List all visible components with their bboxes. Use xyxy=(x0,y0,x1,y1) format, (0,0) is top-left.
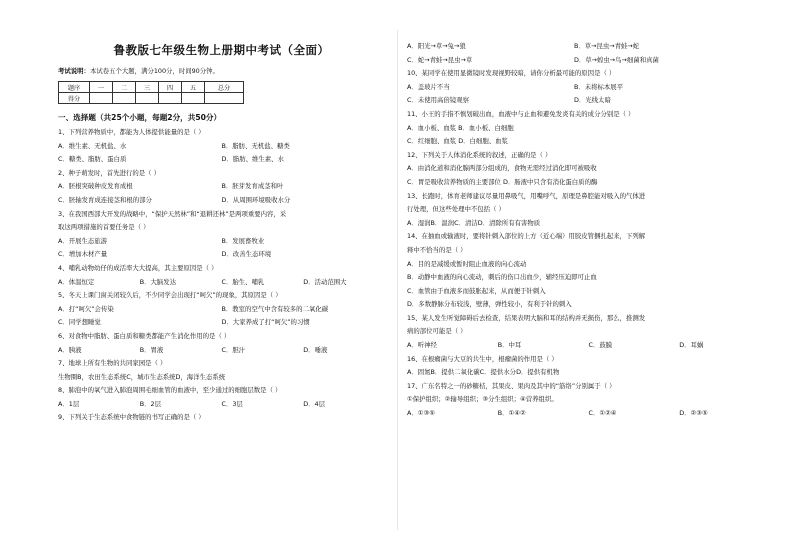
notice-text: 本试卷五个大题，满分100分，时间90分钟。 xyxy=(89,67,219,75)
score-cell: 总分 xyxy=(205,82,244,93)
question-line: 8、肺泡中的氧气进入肺泡周围毛细血管的血液中，至少通过的细胞层数是（ ） xyxy=(58,386,282,395)
left-question-list xyxy=(58,128,385,422)
answer-options xyxy=(407,56,770,65)
answer-option[interactable]: C．增加木材产量 xyxy=(58,250,108,259)
question-line: 4、哺乳动物幼仔的成活率大大提高，其主要原因是（ ） xyxy=(58,263,218,272)
question-line: 11、小王的手指不慎划破出血，血液中与止血和避免发炎有关的成分分别是（ ） xyxy=(407,109,635,118)
score-cell: 二 xyxy=(113,82,136,93)
score-cell: 一 xyxy=(90,82,113,93)
answer-options xyxy=(58,155,385,164)
answer-option[interactable]: C．胚轴发育成连接茎和根的部分 xyxy=(58,195,152,204)
answer-option[interactable]: A．体温恒定 xyxy=(58,277,95,286)
answer-option[interactable]: B．胃液 xyxy=(139,345,164,354)
score-table-score-row xyxy=(59,93,244,104)
answer-options xyxy=(58,182,385,191)
right-column xyxy=(397,0,794,550)
answer-options xyxy=(58,196,385,205)
score-cell[interactable] xyxy=(90,93,113,104)
question-line: 3、在我国西部大开发的战略中，“保护天然林”和“退耕还林”是两项重要内容，采 xyxy=(58,209,287,218)
answer-option[interactable]: C．鼓膜 xyxy=(588,341,613,350)
answer-option[interactable]: B．教室的空气中含有较多的二氧化碳 xyxy=(221,304,329,313)
answer-options xyxy=(407,42,770,51)
answer-options xyxy=(58,305,385,314)
answer-option[interactable]: B．中耳 xyxy=(497,341,522,350)
answer-options xyxy=(58,400,385,409)
score-cell: 四 xyxy=(159,82,182,93)
answer-option[interactable]: B．未将标本展平 xyxy=(573,82,624,91)
answer-options xyxy=(58,142,385,151)
question-line: 释中不恰当的是（ ） xyxy=(407,245,467,254)
answer-option[interactable]: A．阳光→草→兔→狼 xyxy=(407,42,466,50)
answer-option[interactable]: D．唾液 xyxy=(303,345,328,354)
answer-option[interactable]: B．草→昆虫→青蛙→蛇 xyxy=(573,42,640,50)
exam-title: 鲁教版七年级生物上册期中考试（全面） xyxy=(113,43,330,57)
answer-option[interactable]: D．光线太暗 xyxy=(573,96,611,105)
score-cell[interactable] xyxy=(136,93,159,104)
notice-label: 考试说明： xyxy=(58,67,90,75)
answer-option[interactable]: D．草→蝗虫→鸟→细菌和真菌 xyxy=(573,55,659,64)
answer-option[interactable]: D．4层 xyxy=(303,399,326,408)
score-cell: 三 xyxy=(136,82,159,93)
score-cell: 得分 xyxy=(59,93,90,104)
question-line: A．固氮B．提供二氧化碳C．提供水分D．提供有机物 xyxy=(407,368,560,377)
answer-option[interactable]: C．3层 xyxy=(221,399,243,408)
score-cell[interactable] xyxy=(113,93,136,104)
answer-option[interactable]: B．脂肪、无机盐、糖类 xyxy=(221,141,290,150)
answer-option[interactable]: D．②③⑤ xyxy=(679,409,708,418)
answer-option[interactable]: A．打“呵欠”会传染 xyxy=(58,304,114,313)
question-line: 病的部位可能是（ ） xyxy=(407,327,467,336)
question-line: 取这两项措施的首要任务是（ ） xyxy=(58,223,150,232)
answer-option[interactable]: C．同学想睡觉 xyxy=(58,318,101,327)
answer-option[interactable]: D．耳蜗 xyxy=(679,341,704,350)
answer-option[interactable]: B．大脑发达 xyxy=(139,277,177,286)
question-line: 6、对食物中脂肪、蛋白质和糖类都能产生消化作用的是（ ） xyxy=(58,331,231,340)
score-cell[interactable] xyxy=(159,93,182,104)
answer-option[interactable]: A．盖玻片不当 xyxy=(407,82,450,91)
question-line: C．血管由于血液多而鼓胀起来，从而便于针刺入 xyxy=(407,286,546,295)
question-line: 10、某同学在使用显微镜时发现视野较暗，请你分析最可能的原因是（ ） xyxy=(407,69,616,78)
question-line: 14、在抽血或输液时，要将针刺入部位的上方（近心端）用胶皮管捆扎起来，下列解 xyxy=(407,232,646,241)
answer-option[interactable]: C．胎生、哺乳 xyxy=(221,277,265,286)
question-line: ①保护组织；②输导组织；③分生组织；④营养组织。 xyxy=(407,395,558,404)
answer-options xyxy=(58,250,385,259)
question-line: 2、种子萌发时，首先进行的是（ ） xyxy=(58,168,160,177)
answer-option[interactable]: D．从周围环境吸收水分 xyxy=(221,195,291,204)
answer-options xyxy=(407,409,770,418)
question-line: 16、在根瘤菌与大豆的共生中，根瘤菌的作用是（ ） xyxy=(407,354,558,363)
answer-options xyxy=(407,124,770,133)
answer-option[interactable]: A．胰液 xyxy=(58,345,82,354)
answer-option[interactable]: B．胚芽发育成茎和叶 xyxy=(221,182,284,191)
question-line: B．动静中血液的向心流动，刺后的伤口出血少，辅经压迫即可止血 xyxy=(407,273,597,282)
score-table xyxy=(58,81,244,104)
answer-options xyxy=(407,83,770,92)
question-line: 行处理，但这些处理中不包括（ ） xyxy=(407,205,505,214)
question-line: 7、地球上所有生物的共同家园是（ ） xyxy=(58,359,167,368)
section-heading: 一、选择题（共25个小题，每题2分，共50分） xyxy=(58,113,222,122)
answer-option[interactable]: A．血小板、血浆 B．血小板、白细胞 xyxy=(407,123,514,132)
question-line: D．多数静脉分布较浅，壁薄，弹性较小，有利于针的刺入 xyxy=(407,300,572,309)
answer-option[interactable]: A．维生素、无机盐、水 xyxy=(58,141,127,150)
answer-option[interactable]: C．红细胞、血浆 D．白细胞、血浆 xyxy=(407,137,508,146)
answer-option[interactable]: C．蛇→青蛙→昆虫→草 xyxy=(407,55,473,64)
question-line: C．胃是吸收营养物质的主要部位 D．肠液中只含有消化蛋白质的酶 xyxy=(407,177,598,186)
question-line: A．湿润B．温润C．清洁D．清除所有有害物质 xyxy=(407,218,541,227)
score-cell[interactable] xyxy=(182,93,205,104)
answer-options xyxy=(58,237,385,246)
score-cell[interactable] xyxy=(205,93,244,104)
question-line: 5、冬天上课门窗关闭较久后，不少同学会出现打“呵欠”的现象，其原因是（ ） xyxy=(58,291,282,300)
answer-option[interactable]: B．①④② xyxy=(497,409,526,418)
answer-options xyxy=(407,341,770,350)
question-line: 生物圈B，农田生态系统C，城市生态系统D，海洋生态系统 xyxy=(58,372,226,381)
answer-option[interactable]: B．发展畜牧业 xyxy=(221,236,265,245)
score-cell: 题序 xyxy=(59,82,90,93)
answer-option[interactable]: B．2层 xyxy=(139,399,161,408)
answer-options xyxy=(58,278,385,287)
answer-option[interactable]: A．开展生态旅游 xyxy=(58,236,108,245)
question-line: 1、下列营养物质中，都能为人体提供能量的是（ ） xyxy=(58,128,205,136)
answer-options xyxy=(58,346,385,355)
answer-options xyxy=(407,96,770,105)
right-question-list xyxy=(407,42,770,418)
answer-option[interactable]: C．未使用高倍镜观察 xyxy=(407,96,469,105)
answer-options xyxy=(407,137,770,146)
answer-option[interactable]: A．①③⑤ xyxy=(407,409,435,418)
exam-notice xyxy=(58,67,385,76)
answer-option[interactable]: C．胆汁 xyxy=(221,345,246,354)
answer-option[interactable]: A．听神经 xyxy=(407,341,437,350)
question-line: 17、广东名特之一的砂糖桔，其果皮、果肉及其中的“筋络”分别属于（ ） xyxy=(407,381,616,390)
question-line: 9、下列关于生态系统中食物链的书写正确的是（ ） xyxy=(58,413,205,422)
answer-option[interactable]: A．胚根突破种皮发育成根 xyxy=(58,182,133,191)
answer-option[interactable]: D．脂肪、维生素、水 xyxy=(221,155,284,164)
answer-option[interactable]: C．①②④ xyxy=(588,409,617,418)
question-line: 12、下列关于人体消化系统的叙述，正确的是（ ） xyxy=(407,150,552,159)
question-line: 15、某人发生听觉障碍后去检查，结果表明大脑和耳的结构并无损伤，那么，推测发 xyxy=(407,313,646,322)
question-line: A．目的是减缓或暂时阻止血液的向心流动 xyxy=(407,259,527,268)
answer-option[interactable]: D．改善生态环境 xyxy=(221,250,272,259)
answer-option[interactable]: D．活动范围大 xyxy=(303,277,347,286)
answer-option[interactable]: D．大家养成了打“呵欠”的习惯 xyxy=(221,318,310,327)
answer-option[interactable]: C．糖类、脂肪、蛋白质 xyxy=(58,155,127,164)
score-table-header-row xyxy=(59,82,244,93)
answer-options xyxy=(58,318,385,327)
score-cell: 五 xyxy=(182,82,205,93)
answer-option[interactable]: A．1层 xyxy=(58,399,80,408)
question-line: 13、长跑时，体育老师建议尽量用鼻吸气，用嘴呼气，原理是鼻腔能对吸入的气体进 xyxy=(407,191,646,200)
question-line: A．由消化道和消化腺两部分组成的，食物无需经过消化即可被吸收 xyxy=(407,164,597,173)
